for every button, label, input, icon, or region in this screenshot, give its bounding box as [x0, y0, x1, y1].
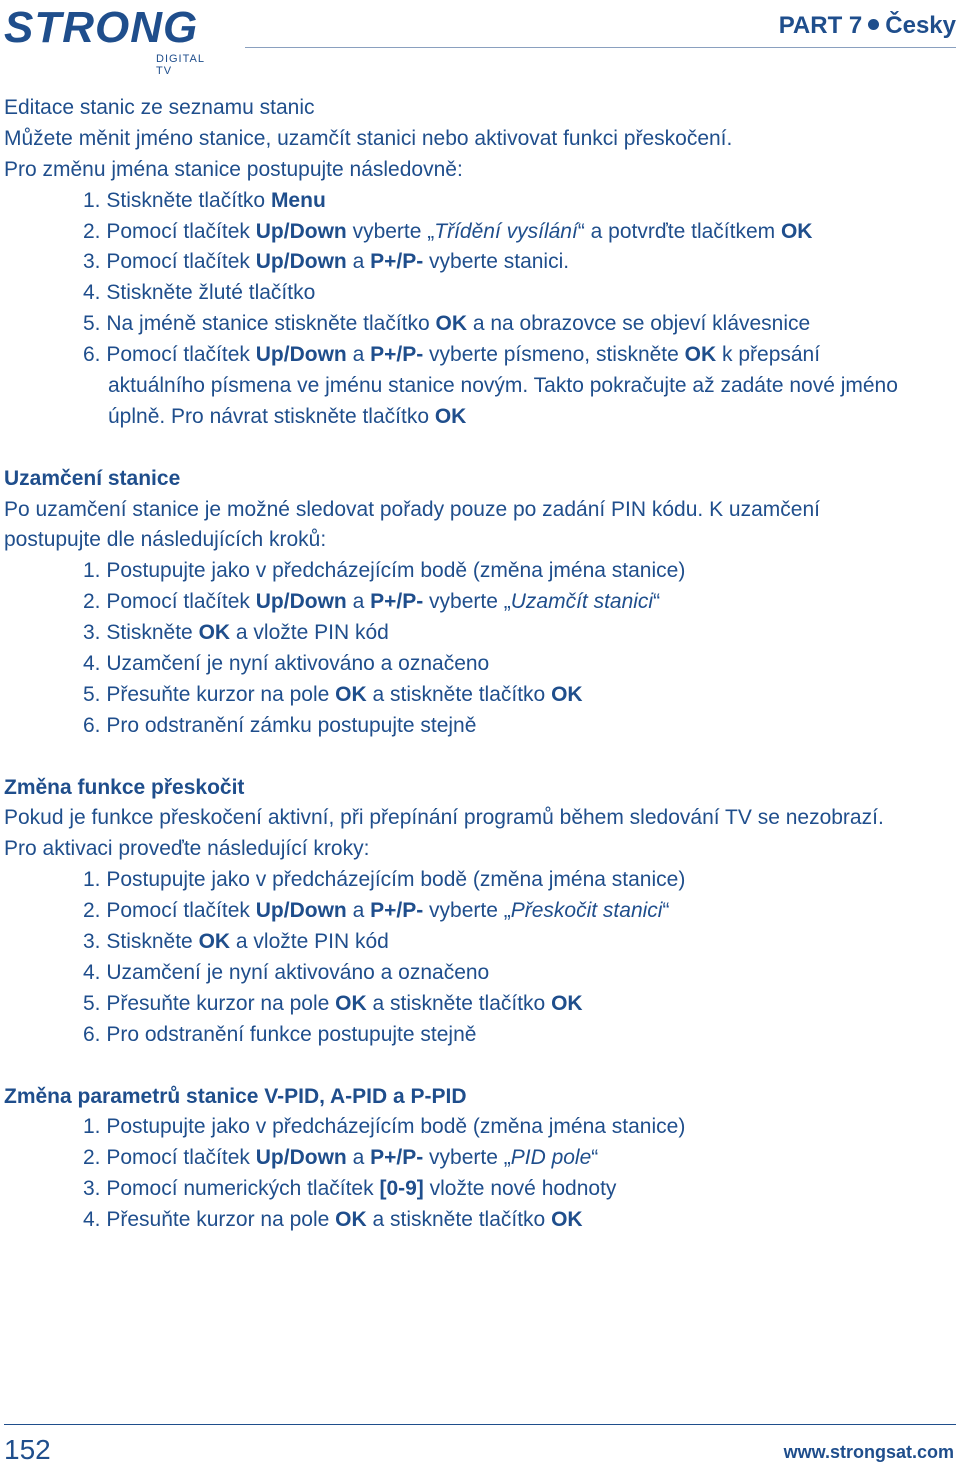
paragraph: Po uzamčení stanice je možné sledovat pořady pouze po zadání PIN kódu. K uzamčení [4, 497, 820, 521]
list-item: 6. Pro odstranění zámku postupujte stejně [83, 713, 477, 737]
list-item: 2. Pomocí tlačítek Up/Down a P+/P- vyberte „Uzamčít stanici“ [83, 590, 661, 614]
website-link[interactable]: www.strongsat.com [783, 1442, 954, 1462]
footer-divider [4, 1424, 956, 1425]
list-item-continuation: úplně. Pro návrat stiskněte tlačítko OK [108, 404, 467, 428]
list-item: 2. Pomocí tlačítek Up/Down a P+/P- vyberte „Přeskočit stanici“ [83, 899, 670, 923]
bullet-icon [868, 19, 879, 30]
list-item: 6. Pro odstranění funkce postupujte stejně [83, 1022, 477, 1046]
list-item: 4. Uzamčení je nyní aktivováno a označeno [83, 960, 490, 984]
list-item: 1. Postupujte jako v předcházejícím bodě (změna jména stanice) [83, 559, 686, 583]
part-label [779, 12, 956, 40]
list-item: 1. Postupujte jako v předcházejícím bodě (změna jména stanice) [83, 1115, 686, 1139]
list-item: 6. Pomocí tlačítek Up/Down a P+/P- vyberte písmeno, stiskněte OK k přepsání [83, 343, 821, 367]
header-divider [245, 47, 956, 48]
list-item: 3. Stiskněte OK a vložte PIN kód [83, 930, 389, 954]
section-pid-title: Změna parametrů stanice V-PID, A-PID a P-PID [4, 1084, 467, 1108]
list-item: 4. Uzamčení je nyní aktivováno a označeno [83, 652, 490, 676]
list-item: 5. Přesuňte kurzor na pole OK a stiskněte tlačítko OK [83, 682, 583, 706]
list-item: 3. Pomocí numerických tlačítek [0-9] vložte nové hodnoty [83, 1177, 617, 1201]
section-lock-title: Uzamčení stanice [4, 466, 181, 490]
paragraph: Můžete měnit jméno stanice, uzamčít stanici nebo aktivovat funkci přeskočení. [4, 126, 733, 150]
section-skip-title: Změna funkce přeskočit [4, 775, 245, 799]
list-item-continuation: aktuálního písmena ve jménu stanice novým. Takto pokračujte až zadáte nové jméno [108, 374, 898, 398]
list-item: 5. Na jméně stanice stiskněte tlačítko OK a na obrazovce se objeví klávesnice [83, 312, 811, 336]
list-item: 3. Pomocí tlačítek Up/Down a P+/P- vyberte stanici. [83, 250, 570, 274]
list-item: 2. Pomocí tlačítek Up/Down vyberte „Třídění vysílání“ a potvrďte tlačítkem OK [83, 219, 813, 243]
list-item: 3. Stiskněte OK a vložte PIN kód [83, 621, 389, 645]
section-edit-title: Editace stanic ze seznamu stanic [4, 96, 315, 119]
list-item: 1. Stiskněte tlačítko Menu [83, 188, 326, 212]
language-label: Česky [885, 12, 956, 39]
strong-logo [4, 3, 224, 77]
list-item: 4. Přesuňte kurzor na pole OK a stiskněte tlačítko OK [83, 1208, 583, 1232]
page-content [4, 93, 956, 1236]
page-number: 152 [4, 1434, 51, 1465]
part-number: PART 7 [778, 12, 863, 39]
logo-subtitle: DIGITAL TV [156, 53, 205, 77]
paragraph: postupujte dle následujících kroků: [4, 528, 327, 552]
list-item: 1. Postupujte jako v předcházejícím bodě (změna jména stanice) [83, 868, 686, 892]
paragraph: Pro změnu jména stanice postupujte následovně: [4, 157, 463, 181]
paragraph: Pro aktivaci proveďte následující kroky: [4, 837, 370, 861]
list-item: 4. Stiskněte žluté tlačítko [83, 281, 316, 305]
paragraph: Pokud je funkce přeskočení aktivní, při přepínání programů během sledování TV se nezobrazí. [4, 806, 884, 830]
list-item: 2. Pomocí tlačítek Up/Down a P+/P- vyberte „PID pole“ [83, 1146, 599, 1170]
list-item: 5. Přesuňte kurzor na pole OK a stiskněte tlačítko OK [83, 991, 583, 1015]
logo-wordmark: STRONG [4, 3, 199, 52]
